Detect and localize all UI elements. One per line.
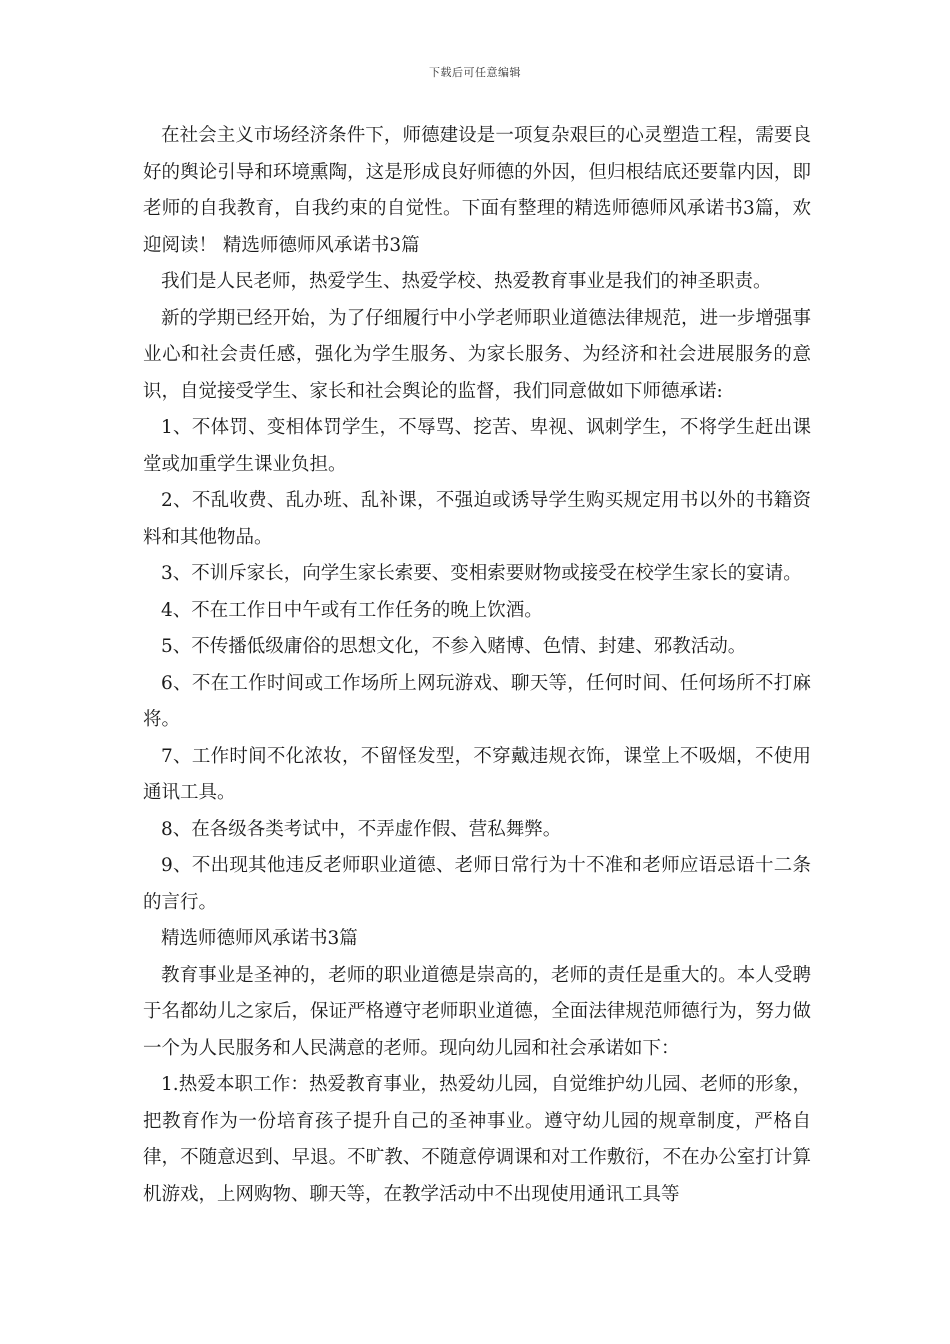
pledge-item-3: 3、不训斥家长，向学生家长索要、变相索要财物或接受在校学生家长的宴请。 (161, 563, 802, 584)
document-body (143, 118, 811, 1213)
pledge-item-5: 5、不传播低级庸俗的思想文化，不参入赌博、色情、封建、邪教活动。 (161, 636, 747, 657)
pledge-item-8: 8、在各级各类考试中，不弄虚作假、营私舞弊。 (161, 818, 562, 840)
section-heading: 精选师德师风承诺书3篇 (161, 928, 358, 949)
paragraph-new-term: 新的学期已经开始，为了仔细履行中小学老师职业道德法律规范，进一步增强事业心和社会责任感，强化为学生服务、为家长服务、为经济和社会进展服务的意识，自觉接受学生、家长和社会舆论的监督，我们同意做如下师德承诺: (143, 307, 811, 402)
pledge-item-9: 9、不出现其他违反老师职业道德、老师日常行为十不准和老师应语忌语十二条的言行。 (143, 855, 811, 913)
paragraph-duty: 我们是人民老师，热爱学生、热爱学校、热爱教育事业是我们的神圣职责。 (161, 271, 772, 292)
page-header: 下载后可任意编辑 (429, 66, 521, 79)
pledge-item-7: 7、工作时间不化浓妆，不留怪发型，不穿戴违规衣饰，课堂上不吸烟，不使用通讯工具。 (143, 745, 811, 803)
paragraph-education: 教育事业是圣神的，老师的职业道德是崇高的，老师的责任是重大的。本人受聘于名都幼儿之家后，保证严格遵守老师职业道德，全面法律规范师德行为，努力做一个为人民服务和人民满意的老师。现向幼儿园和社会承诺如下： (143, 964, 811, 1059)
pledge-item-2: 2、不乱收费、乱办班、乱补课，不强迫或诱导学生购买规定用书以外的书籍资料和其他物品。 (143, 490, 811, 548)
pledge-item-6: 6、不在工作时间或工作场所上网玩游戏、聊天等，任何时间、任何场所不打麻将。 (143, 672, 811, 730)
pledge-item-4: 4、不在工作日中午或有工作任务的晚上饮酒。 (161, 599, 543, 621)
paragraph-intro: 在社会主义市场经济条件下，师德建设是一项复杂艰巨的心灵塑造工程，需要良好的舆论引导和环境熏陶，这是形成良好师德的外因，但归根结底还要靠内因，即老师的自我教育，自我约束的自觉性。下面有整理的精选师德师风承诺书3篇，欢迎阅读！ 精选师德师风承诺书3篇 (143, 125, 811, 256)
pledge-item-1: 1、不体罚、变相体罚学生，不辱骂、挖苦、卑视、讽刺学生，不将学生赶出课堂或加重学生课业负担。 (143, 417, 811, 475)
commitment-item-1: 1.热爱本职工作：热爱教育事业，热爱幼儿园，自觉维护幼儿园、老师的形象，把教育作为一份培育孩子提升自己的圣神事业。遵守幼儿园的规章制度，严格自律，不随意迟到、早退。不旷教、不随意停调课和对工作敷衍，不在办公室打计算机游戏，上网购物、聊天等，在教学活动中不出现使用通讯工具等 (143, 1074, 811, 1205)
